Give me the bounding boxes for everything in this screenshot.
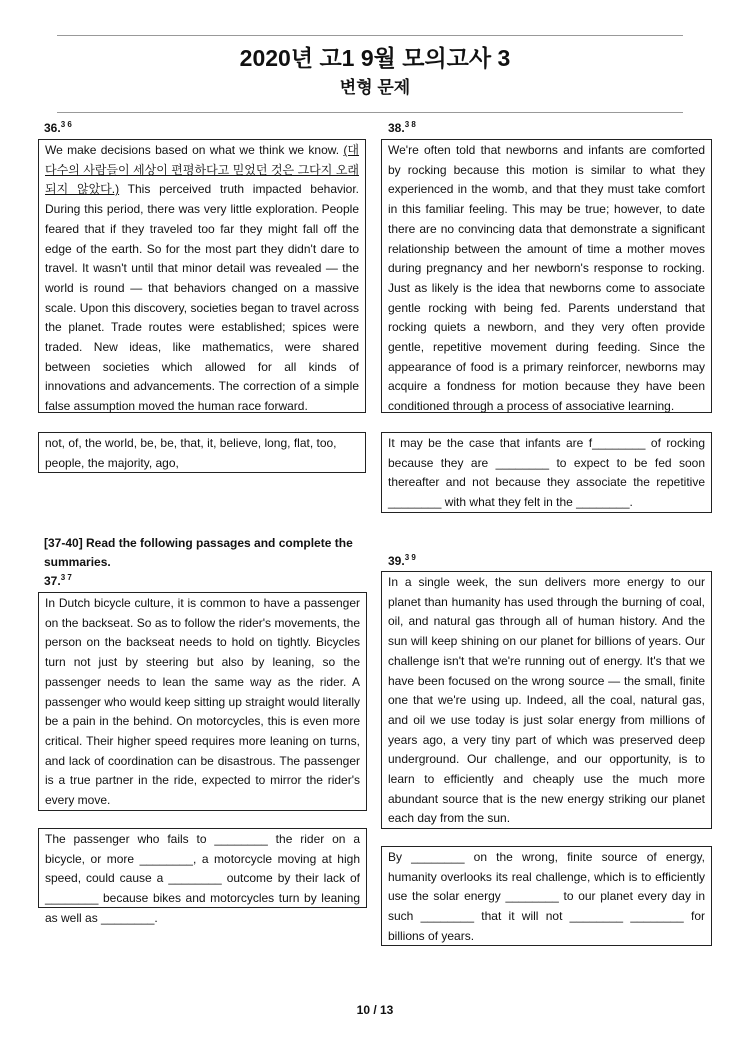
section-heading: [37-40] Read the following passages and complete the summaries. — [44, 536, 353, 569]
question-37-label — [44, 573, 72, 588]
question-39-summary: By ________ on the wrong, finite source of energy, humanity overlooks its real challenge, which is to efficiently use the solar energy ________ to our planet every day in such ________ that it will not ________ ________ for billions of years. — [381, 846, 712, 946]
question-38-passage: We're often told that newborns and infants are comforted by rocking because this motion is similar to what they experienced in the womb, and that they must take comfort in this familiar feeling. This may be true; however, to date there are no convincing data that demonstrate a significant relationship between the amount of time a mother moves during pregnancy and her newborn's response to rocking. Just as likely is the idea that newborns come to associate gentle rocking with being fed. Parents understand that rocking quiets a newborn, and they very often provide gentle, repetitive movement during feeding. Since the appearance of food is a primary reinforcer, newborns may acquire a fondness for motion because they have been conditioned through a process of associative learning. — [381, 139, 712, 413]
question-36-label — [44, 120, 72, 135]
top-rule — [57, 35, 683, 36]
question-number: 38. — [388, 121, 405, 135]
question-37-summary: The passenger who fails to ________ the rider on a bicycle, or more ________, a motorcycle moving at high speed, could cause a ________ outcome by their lack of ________ because bikes and motorcycles turn by leaning as well as ________. — [38, 828, 367, 908]
question-36-word-bank: not, of, the world, be, be, that, it, believe, long, flat, too, people, the majority, ago, — [38, 432, 366, 473]
question-number: 39. — [388, 554, 405, 568]
question-39-label — [388, 553, 416, 568]
question-sup: 3 9 — [404, 553, 416, 562]
question-number: 36. — [44, 121, 61, 135]
question-number: 37. — [44, 574, 61, 588]
page-subtitle: 변형 문제 — [339, 78, 411, 97]
underlined-korean-sentence: (대다수의 사람들이 세상이 편평하다고 믿었던 것은 그다지 오래되지 않았다.) — [45, 143, 359, 197]
question-37-passage: In Dutch bicycle culture, it is common to have a passenger on the backseat. So as to follow the rider's movements, the person on the backseat needs to hold on tightly. Bicycles turn not just by steering but also by leaning, so the passenger needs to lean the same way as the rider. A passenger who would keep sitting up straight would literally be a pain in the behind. On motorcycles, this is even more critical. Their higher speed requires more leaning on turns, and lack of coordination can be disastrous. The passenger is a true partner in the ride, expected to mirror the rider's every move. — [38, 592, 367, 811]
question-sup: 3 7 — [60, 573, 72, 582]
question-38-summary: It may be the case that infants are f________ of rocking because they are ________ to expect to be fed soon thereafter and not because they associate the repetitive ________ with what they felt in the ________. — [381, 432, 712, 513]
passage-text: We make decisions based on what we think we know. — [45, 143, 344, 157]
question-sup: 3 8 — [404, 120, 416, 129]
header-rule — [57, 112, 683, 113]
question-sup: 3 6 — [60, 120, 72, 129]
page-title: 2020년 고1 9월 모의고사 3 — [239, 45, 511, 71]
page-number: 10 / 13 — [356, 1003, 394, 1017]
question-39-passage: In a single week, the sun delivers more energy to our planet than humanity has used through the burning of coal, oil, and natural gas through all of human history. And the sun will keep shining on our planet for billions of years. Our challenge isn't that we're running out of energy. It's that we have been focused on the wrong source — the small, finite one that we're using up. Indeed, all the coal, natural gas, and oil we use today is just solar energy from millions of years ago, a very tiny part of which was preserved deep underground. Our challenge, and our opportunity, is to learn to efficiently and cheaply use the much more abundant source that is the new energy striking our planet each day from the sun. — [381, 571, 712, 829]
question-36-passage — [38, 139, 366, 413]
question-38-label — [388, 120, 416, 135]
passage-text: This perceived truth impacted behavior. During this period, there was very little exploration. People feared that if they traveled too far they might fall off the edge of the earth. So for the most part they didn't dare to travel. It wasn't until that minor detail was revealed — the world is round — that behaviors changed on a massive scale. Upon this discovery, societies began to travel across the planet. Trade routes were established; spices were traded. New ideas, like mathematics, were shared between societies which allowed for all kinds of innovations and advancements. The correction of a simple false assumption moved the human race forward. — [45, 182, 359, 414]
